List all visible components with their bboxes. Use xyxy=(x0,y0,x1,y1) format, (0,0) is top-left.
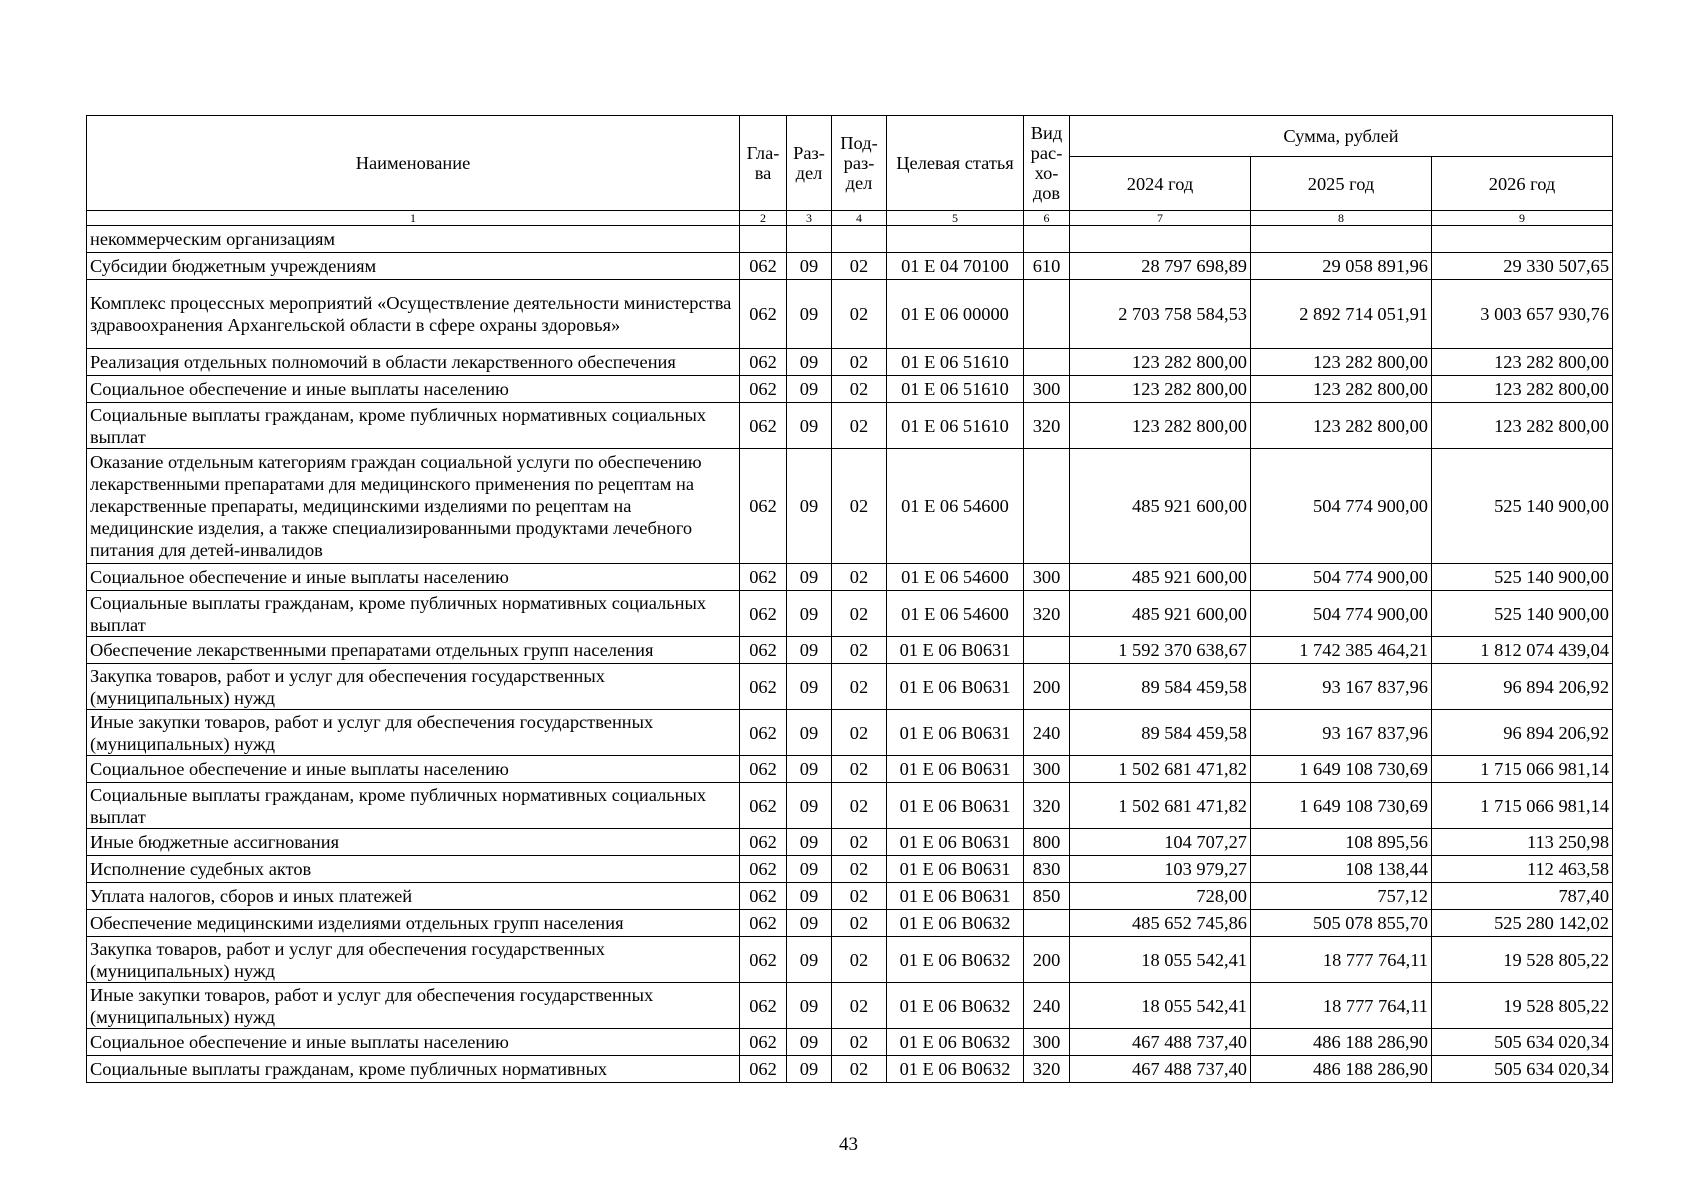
row-expense-type: 300 xyxy=(1024,564,1070,591)
row-razdel: 09 xyxy=(787,664,832,710)
row-expense-type: 610 xyxy=(1024,253,1070,280)
row-razdel: 09 xyxy=(787,1056,832,1083)
header-vid: Вид рас-хо-дов xyxy=(1024,116,1070,211)
header-year-2025: 2025 год xyxy=(1251,157,1432,211)
row-amount-2024: 18 055 542,41 xyxy=(1070,937,1251,983)
row-podrazdel: 02 xyxy=(832,349,887,376)
row-amount-2024: 18 055 542,41 xyxy=(1070,983,1251,1029)
table-row xyxy=(87,937,1613,983)
row-amount-2026: 113 250,98 xyxy=(1432,829,1613,856)
row-podrazdel: 02 xyxy=(832,783,887,829)
row-amount-2025: 2 892 714 051,91 xyxy=(1251,280,1432,349)
row-amount-2025 xyxy=(1251,226,1432,253)
header-glava: Гла-ва xyxy=(740,116,787,211)
row-glava: 062 xyxy=(740,756,787,783)
header-sum: Сумма, рублей xyxy=(1070,116,1613,157)
row-glava: 062 xyxy=(740,637,787,664)
row-glava: 062 xyxy=(740,829,787,856)
row-amount-2024: 485 921 600,00 xyxy=(1070,449,1251,564)
row-expense-type: 320 xyxy=(1024,403,1070,449)
header-name: Наименование xyxy=(87,116,740,211)
row-expense-type xyxy=(1024,910,1070,937)
row-amount-2024: 485 921 600,00 xyxy=(1070,591,1251,637)
row-name: Социальное обеспечение и иные выплаты населению xyxy=(87,756,740,783)
row-expense-type: 200 xyxy=(1024,937,1070,983)
row-name: Социальное обеспечение и иные выплаты населению xyxy=(87,1029,740,1056)
table-row xyxy=(87,349,1613,376)
row-amount-2024: 123 282 800,00 xyxy=(1070,376,1251,403)
row-razdel: 09 xyxy=(787,591,832,637)
column-number: 1 xyxy=(87,211,740,226)
row-expense-type xyxy=(1024,349,1070,376)
row-amount-2024: 89 584 459,58 xyxy=(1070,710,1251,756)
row-glava: 062 xyxy=(740,856,787,883)
row-glava: 062 xyxy=(740,783,787,829)
table-row xyxy=(87,591,1613,637)
row-amount-2025: 123 282 800,00 xyxy=(1251,403,1432,449)
row-amount-2024: 728,00 xyxy=(1070,883,1251,910)
row-glava: 062 xyxy=(740,280,787,349)
row-name: Оказание отдельным категориям граждан социальной услуги по обеспечению лекарственными препаратами для медицинского применения по рецептам на лекарственные препараты, медицинскими изделиями по рецептам на медицинские изделия, а также специализированными продуктами лечебного питания для детей-инвалидов xyxy=(87,449,740,564)
row-razdel: 09 xyxy=(787,829,832,856)
row-target-article: 01 Е 06 В0632 xyxy=(887,1029,1024,1056)
row-expense-type xyxy=(1024,449,1070,564)
row-target-article: 01 Е 06 В0632 xyxy=(887,1056,1024,1083)
row-podrazdel: 02 xyxy=(832,856,887,883)
row-amount-2026: 123 282 800,00 xyxy=(1432,376,1613,403)
row-amount-2025: 93 167 837,96 xyxy=(1251,710,1432,756)
row-amount-2025: 486 188 286,90 xyxy=(1251,1029,1432,1056)
row-razdel: 09 xyxy=(787,856,832,883)
row-name: Обеспечение лекарственными препаратами отдельных групп населения xyxy=(87,637,740,664)
row-razdel: 09 xyxy=(787,783,832,829)
row-podrazdel: 02 xyxy=(832,403,887,449)
row-expense-type: 300 xyxy=(1024,1029,1070,1056)
row-name: Закупка товаров, работ и услуг для обеспечения государственных (муниципальных) нужд xyxy=(87,937,740,983)
table-row xyxy=(87,829,1613,856)
column-number: 9 xyxy=(1432,211,1613,226)
row-target-article: 01 Е 06 В0631 xyxy=(887,856,1024,883)
row-razdel: 09 xyxy=(787,449,832,564)
header-year-2026: 2026 год xyxy=(1432,157,1613,211)
table-row xyxy=(87,403,1613,449)
row-podrazdel: 02 xyxy=(832,756,887,783)
row-amount-2025: 1 649 108 730,69 xyxy=(1251,783,1432,829)
row-amount-2024: 28 797 698,89 xyxy=(1070,253,1251,280)
column-number: 2 xyxy=(740,211,787,226)
row-name: Социальные выплаты гражданам, кроме публичных нормативных социальных выплат xyxy=(87,591,740,637)
row-target-article: 01 Е 06 В0632 xyxy=(887,983,1024,1029)
row-glava: 062 xyxy=(740,664,787,710)
row-amount-2025: 505 078 855,70 xyxy=(1251,910,1432,937)
row-razdel: 09 xyxy=(787,756,832,783)
row-target-article: 01 Е 06 В0631 xyxy=(887,637,1024,664)
row-podrazdel: 02 xyxy=(832,710,887,756)
row-expense-type xyxy=(1024,637,1070,664)
row-amount-2024: 467 488 737,40 xyxy=(1070,1029,1251,1056)
row-razdel: 09 xyxy=(787,564,832,591)
row-amount-2025: 1 649 108 730,69 xyxy=(1251,756,1432,783)
row-razdel: 09 xyxy=(787,910,832,937)
row-target-article: 01 Е 06 00000 xyxy=(887,280,1024,349)
row-target-article: 01 Е 06 В0631 xyxy=(887,710,1024,756)
row-podrazdel: 02 xyxy=(832,910,887,937)
row-amount-2025: 108 138,44 xyxy=(1251,856,1432,883)
row-amount-2025: 757,12 xyxy=(1251,883,1432,910)
row-target-article: 01 Е 06 51610 xyxy=(887,349,1024,376)
column-number: 6 xyxy=(1024,211,1070,226)
row-expense-type: 800 xyxy=(1024,829,1070,856)
row-amount-2026: 123 282 800,00 xyxy=(1432,403,1613,449)
column-number: 4 xyxy=(832,211,887,226)
row-expense-type xyxy=(1024,226,1070,253)
row-amount-2026: 1 812 074 439,04 xyxy=(1432,637,1613,664)
row-target-article: 01 Е 06 51610 xyxy=(887,376,1024,403)
row-name: Субсидии бюджетным учреждениям xyxy=(87,253,740,280)
row-amount-2026 xyxy=(1432,226,1613,253)
row-razdel xyxy=(787,226,832,253)
row-glava: 062 xyxy=(740,403,787,449)
row-amount-2025: 123 282 800,00 xyxy=(1251,349,1432,376)
row-expense-type: 240 xyxy=(1024,983,1070,1029)
row-razdel: 09 xyxy=(787,710,832,756)
row-target-article: 01 Е 06 54600 xyxy=(887,564,1024,591)
row-expense-type: 850 xyxy=(1024,883,1070,910)
row-amount-2026: 525 140 900,00 xyxy=(1432,564,1613,591)
row-name: Исполнение судебных актов xyxy=(87,856,740,883)
row-amount-2025: 504 774 900,00 xyxy=(1251,591,1432,637)
row-amount-2025: 504 774 900,00 xyxy=(1251,564,1432,591)
row-target-article: 01 Е 06 В0631 xyxy=(887,783,1024,829)
table-row xyxy=(87,1029,1613,1056)
row-target-article: 01 Е 06 В0631 xyxy=(887,664,1024,710)
row-amount-2026: 112 463,58 xyxy=(1432,856,1613,883)
header-target: Целевая статья xyxy=(887,116,1024,211)
budget-page xyxy=(86,115,1612,1083)
row-name: Обеспечение медицинскими изделиями отдельных групп населения xyxy=(87,910,740,937)
row-name: Комплекс процессных мероприятий «Осуществление деятельности министерства здравоохранения Архангельской области в сфере охраны здоровья» xyxy=(87,280,740,349)
row-target-article: 01 Е 06 51610 xyxy=(887,403,1024,449)
row-name: Иные закупки товаров, работ и услуг для обеспечения государственных (муниципальных) нужд xyxy=(87,710,740,756)
column-number: 3 xyxy=(787,211,832,226)
row-amount-2026: 96 894 206,92 xyxy=(1432,664,1613,710)
row-name: Закупка товаров, работ и услуг для обеспечения государственных (муниципальных) нужд xyxy=(87,664,740,710)
row-name: Социальные выплаты гражданам, кроме публичных нормативных xyxy=(87,1056,740,1083)
budget-table xyxy=(86,115,1613,1083)
row-razdel: 09 xyxy=(787,376,832,403)
row-amount-2024: 2 703 758 584,53 xyxy=(1070,280,1251,349)
row-podrazdel: 02 xyxy=(832,937,887,983)
row-amount-2026: 29 330 507,65 xyxy=(1432,253,1613,280)
table-row xyxy=(87,710,1613,756)
row-podrazdel: 02 xyxy=(832,564,887,591)
row-glava: 062 xyxy=(740,710,787,756)
row-amount-2024 xyxy=(1070,226,1251,253)
table-row xyxy=(87,910,1613,937)
row-razdel: 09 xyxy=(787,280,832,349)
row-amount-2026: 19 528 805,22 xyxy=(1432,983,1613,1029)
row-amount-2024: 485 652 745,86 xyxy=(1070,910,1251,937)
row-name: некоммерческим организациям xyxy=(87,226,740,253)
row-target-article: 01 Е 06 В0631 xyxy=(887,756,1024,783)
row-razdel: 09 xyxy=(787,637,832,664)
row-amount-2024: 123 282 800,00 xyxy=(1070,403,1251,449)
row-expense-type: 200 xyxy=(1024,664,1070,710)
row-expense-type: 320 xyxy=(1024,1056,1070,1083)
table-row xyxy=(87,783,1613,829)
row-target-article: 01 Е 06 54600 xyxy=(887,449,1024,564)
row-podrazdel: 02 xyxy=(832,883,887,910)
row-amount-2024: 104 707,27 xyxy=(1070,829,1251,856)
table-row xyxy=(87,637,1613,664)
row-glava: 062 xyxy=(740,983,787,1029)
row-amount-2024: 485 921 600,00 xyxy=(1070,564,1251,591)
row-razdel: 09 xyxy=(787,983,832,1029)
column-number: 8 xyxy=(1251,211,1432,226)
row-target-article: 01 Е 04 70100 xyxy=(887,253,1024,280)
row-podrazdel: 02 xyxy=(832,1056,887,1083)
row-target-article: 01 Е 06 В0631 xyxy=(887,883,1024,910)
row-target-article: 01 Е 06 В0631 xyxy=(887,829,1024,856)
row-podrazdel: 02 xyxy=(832,1029,887,1056)
row-glava: 062 xyxy=(740,349,787,376)
row-podrazdel: 02 xyxy=(832,591,887,637)
row-expense-type xyxy=(1024,280,1070,349)
row-amount-2026: 96 894 206,92 xyxy=(1432,710,1613,756)
table-row xyxy=(87,983,1613,1029)
row-expense-type: 830 xyxy=(1024,856,1070,883)
row-glava: 062 xyxy=(740,253,787,280)
table-row xyxy=(87,756,1613,783)
row-podrazdel: 02 xyxy=(832,664,887,710)
row-razdel: 09 xyxy=(787,937,832,983)
row-podrazdel: 02 xyxy=(832,280,887,349)
row-name: Иные бюджетные ассигнования xyxy=(87,829,740,856)
row-amount-2024: 123 282 800,00 xyxy=(1070,349,1251,376)
row-amount-2026: 1 715 066 981,14 xyxy=(1432,756,1613,783)
row-amount-2025: 504 774 900,00 xyxy=(1251,449,1432,564)
row-expense-type: 320 xyxy=(1024,591,1070,637)
row-target-article: 01 Е 06 В0632 xyxy=(887,937,1024,983)
row-amount-2025: 123 282 800,00 xyxy=(1251,376,1432,403)
row-amount-2024: 1 592 370 638,67 xyxy=(1070,637,1251,664)
table-row xyxy=(87,280,1613,349)
row-amount-2025: 1 742 385 464,21 xyxy=(1251,637,1432,664)
row-podrazdel xyxy=(832,226,887,253)
row-podrazdel: 02 xyxy=(832,637,887,664)
column-number: 7 xyxy=(1070,211,1251,226)
table-row xyxy=(87,664,1613,710)
row-amount-2026: 525 280 142,02 xyxy=(1432,910,1613,937)
row-amount-2024: 89 584 459,58 xyxy=(1070,664,1251,710)
row-amount-2025: 18 777 764,11 xyxy=(1251,937,1432,983)
row-amount-2026: 3 003 657 930,76 xyxy=(1432,280,1613,349)
row-expense-type: 240 xyxy=(1024,710,1070,756)
row-name: Социальное обеспечение и иные выплаты населению xyxy=(87,376,740,403)
row-podrazdel: 02 xyxy=(832,983,887,1029)
row-amount-2024: 1 502 681 471,82 xyxy=(1070,756,1251,783)
row-amount-2025: 486 188 286,90 xyxy=(1251,1056,1432,1083)
row-razdel: 09 xyxy=(787,883,832,910)
row-amount-2026: 525 140 900,00 xyxy=(1432,449,1613,564)
column-numbers-row xyxy=(87,211,1613,226)
row-name: Уплата налогов, сборов и иных платежей xyxy=(87,883,740,910)
table-row xyxy=(87,449,1613,564)
row-target-article xyxy=(887,226,1024,253)
row-amount-2026: 19 528 805,22 xyxy=(1432,937,1613,983)
row-amount-2025: 29 058 891,96 xyxy=(1251,253,1432,280)
row-glava xyxy=(740,226,787,253)
row-amount-2026: 1 715 066 981,14 xyxy=(1432,783,1613,829)
row-name: Иные закупки товаров, работ и услуг для обеспечения государственных (муниципальных) нужд xyxy=(87,983,740,1029)
row-expense-type: 300 xyxy=(1024,756,1070,783)
row-glava: 062 xyxy=(740,591,787,637)
row-razdel: 09 xyxy=(787,1029,832,1056)
table-row xyxy=(87,856,1613,883)
row-glava: 062 xyxy=(740,376,787,403)
row-amount-2025: 108 895,56 xyxy=(1251,829,1432,856)
row-glava: 062 xyxy=(740,1056,787,1083)
header-podrazdel: Под-раз-дел xyxy=(832,116,887,211)
row-name: Социальные выплаты гражданам, кроме публичных нормативных социальных выплат xyxy=(87,783,740,829)
row-target-article: 01 Е 06 В0632 xyxy=(887,910,1024,937)
row-podrazdel: 02 xyxy=(832,253,887,280)
row-amount-2026: 787,40 xyxy=(1432,883,1613,910)
row-amount-2024: 1 502 681 471,82 xyxy=(1070,783,1251,829)
row-razdel: 09 xyxy=(787,349,832,376)
row-expense-type: 320 xyxy=(1024,783,1070,829)
table-row xyxy=(87,883,1613,910)
row-glava: 062 xyxy=(740,1029,787,1056)
row-target-article: 01 Е 06 54600 xyxy=(887,591,1024,637)
row-name: Социальное обеспечение и иные выплаты населению xyxy=(87,564,740,591)
row-razdel: 09 xyxy=(787,403,832,449)
row-amount-2026: 505 634 020,34 xyxy=(1432,1029,1613,1056)
row-glava: 062 xyxy=(740,449,787,564)
row-podrazdel: 02 xyxy=(832,449,887,564)
page-number: 43 xyxy=(839,1134,858,1155)
column-number: 5 xyxy=(887,211,1024,226)
row-name: Реализация отдельных полномочий в области лекарственного обеспечения xyxy=(87,349,740,376)
header-year-2024: 2024 год xyxy=(1070,157,1251,211)
row-razdel: 09 xyxy=(787,253,832,280)
row-glava: 062 xyxy=(740,937,787,983)
table-row xyxy=(87,376,1613,403)
row-amount-2024: 103 979,27 xyxy=(1070,856,1251,883)
row-amount-2024: 467 488 737,40 xyxy=(1070,1056,1251,1083)
table-row xyxy=(87,1056,1613,1083)
row-glava: 062 xyxy=(740,910,787,937)
row-name: Социальные выплаты гражданам, кроме публичных нормативных социальных выплат xyxy=(87,403,740,449)
row-amount-2026: 505 634 020,34 xyxy=(1432,1056,1613,1083)
row-expense-type: 300 xyxy=(1024,376,1070,403)
row-amount-2026: 123 282 800,00 xyxy=(1432,349,1613,376)
row-amount-2025: 18 777 764,11 xyxy=(1251,983,1432,1029)
row-podrazdel: 02 xyxy=(832,829,887,856)
header-razdel: Раз-дел xyxy=(787,116,832,211)
table-row xyxy=(87,226,1613,253)
row-glava: 062 xyxy=(740,883,787,910)
row-amount-2025: 93 167 837,96 xyxy=(1251,664,1432,710)
row-podrazdel: 02 xyxy=(832,376,887,403)
row-amount-2026: 525 140 900,00 xyxy=(1432,591,1613,637)
table-row xyxy=(87,253,1613,280)
row-glava: 062 xyxy=(740,564,787,591)
table-row xyxy=(87,564,1613,591)
